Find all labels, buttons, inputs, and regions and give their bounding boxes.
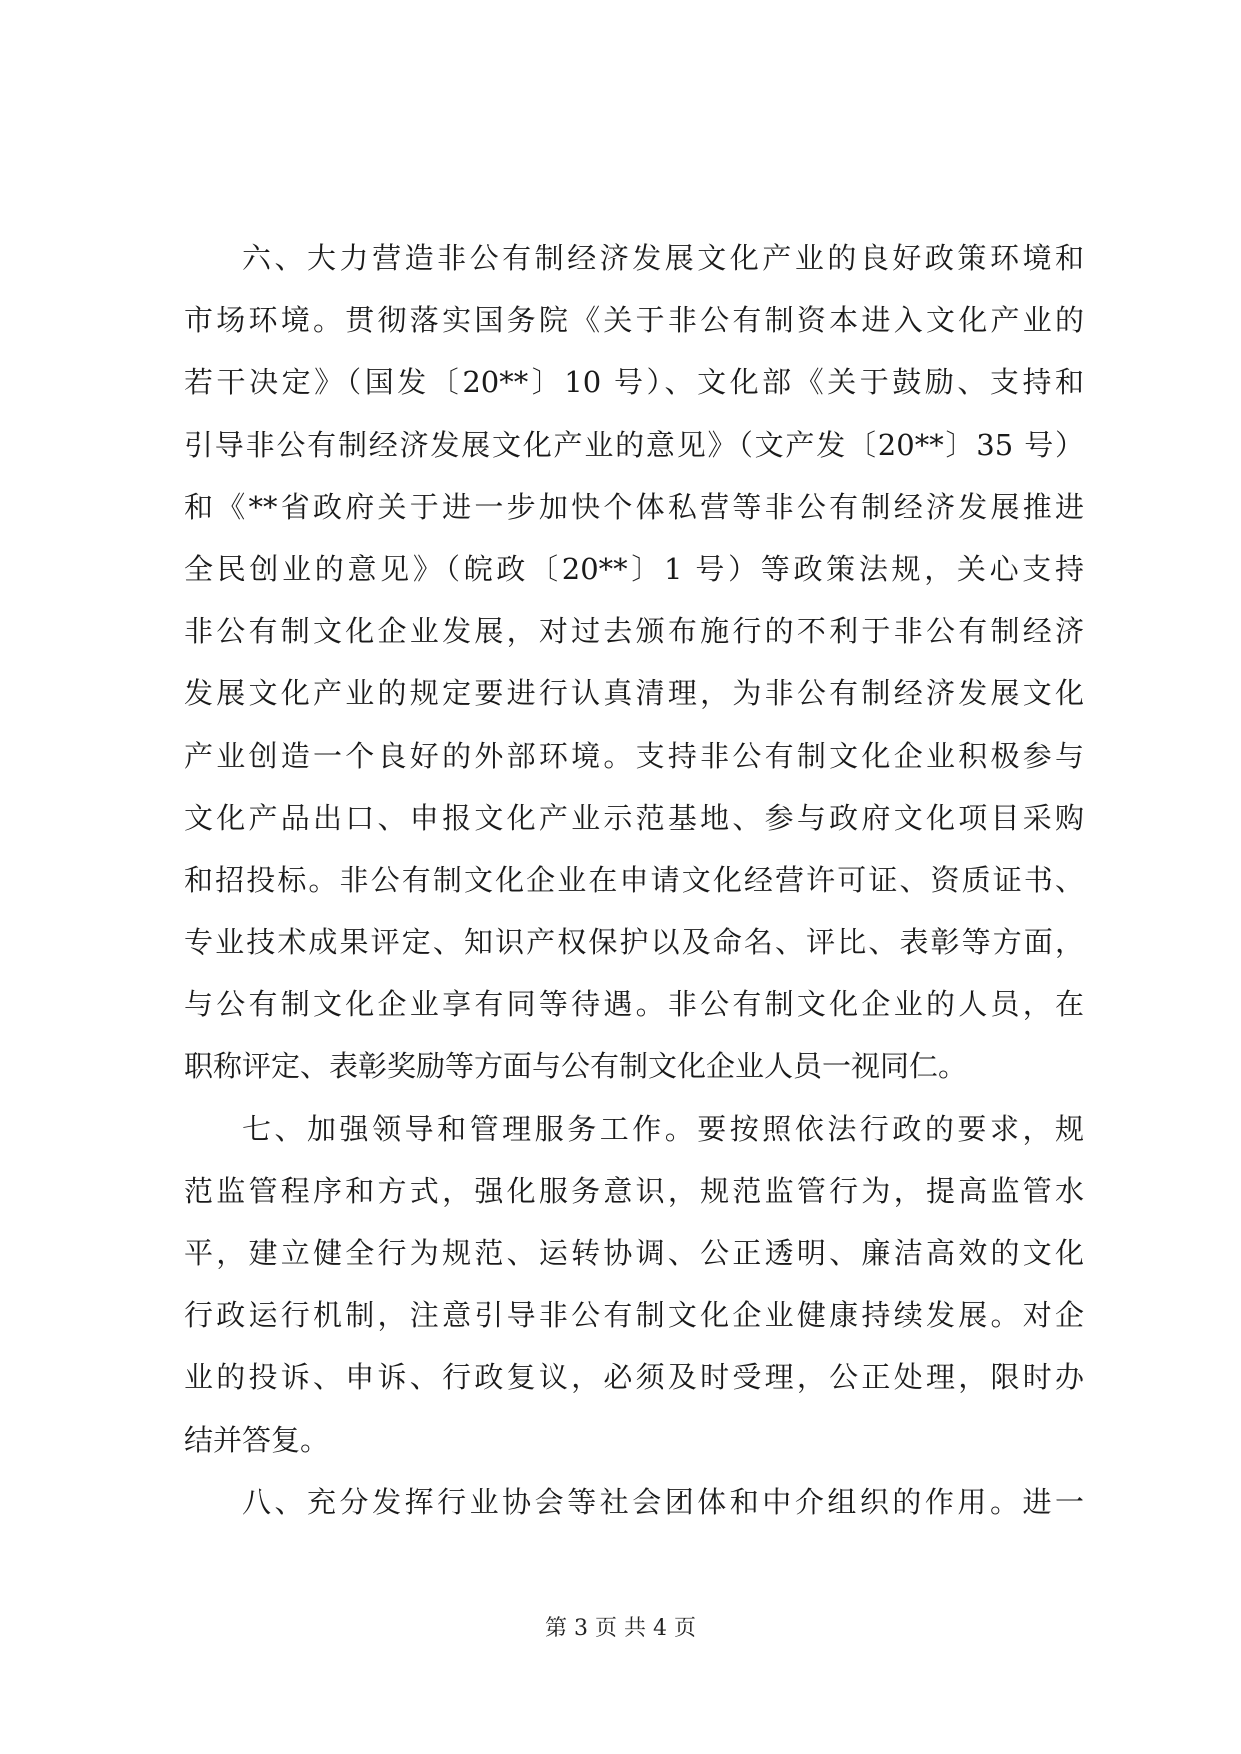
paragraph-6-line: 职称评定、表彰奖励等方面与公有制文化企业人员一视同仁。 <box>184 1049 968 1084</box>
paragraph-6-line: 六、大力营造非公有制经济发展文化产业的良好政策环境和 <box>242 241 1084 275</box>
paragraph-6-line: 文化产品出口、申报文化产业示范基地、参与政府文化项目采购 <box>184 800 1084 835</box>
paragraph-7-line: 七、加强领导和管理服务工作。要按照依法行政的要求，规 <box>242 1111 1084 1146</box>
paragraph-6-line: 和招投标。非公有制文化企业在申请文化经营许可证、资质证书、 <box>184 862 1084 897</box>
paragraph-8-line: 八、充分发挥行业协会等社会团体和中介组织的作用。进一 <box>242 1484 1084 1519</box>
paragraph-6-line: 专业技术成果评定、知识产权保护以及命名、评比、表彰等方面， <box>184 925 1084 960</box>
paragraph-7-line: 行政运行机制，注意引导非公有制文化企业健康持续发展。对企 <box>184 1298 1084 1333</box>
paragraph-6-line: 与公有制文化企业享有同等待遇。非公有制文化企业的人员，在 <box>184 987 1084 1022</box>
paragraph-6-line: 非公有制文化企业发展，对过去颁布施行的不利于非公有制经济 <box>184 614 1084 649</box>
paragraph-7-line: 业的投诉、申诉、行政复议，必须及时受理，公正处理，限时办 <box>184 1360 1084 1395</box>
paragraph-6-line: 发展文化产业的规定要进行认真清理，为非公有制经济发展文化 <box>184 676 1084 711</box>
paragraph-6-line: 若干决定》（国发〔20**〕10 号）、文化部《关于鼓励、支持和 <box>184 365 1084 400</box>
paragraph-6-line: 引导非公有制经济发展文化产业的意见》（文产发〔20**〕35 号） <box>184 427 1084 462</box>
paragraph-7-line: 范监管程序和方式，强化服务意识，规范监管行为，提高监管水 <box>184 1173 1084 1208</box>
body-text <box>184 227 1084 1533</box>
paragraph-6-line: 市场环境。贯彻落实国务院《关于非公有制资本进入文化产业的 <box>184 303 1084 338</box>
paragraph-7-line: 结并答复。 <box>184 1422 330 1457</box>
paragraph-7-line: 平，建立健全行为规范、运转协调、公正透明、廉洁高效的文化 <box>184 1236 1084 1270</box>
paragraph-6-line: 产业创造一个良好的外部环境。支持非公有制文化企业积极参与 <box>184 738 1084 773</box>
page-number-footer: 第 3 页 共 4 页 <box>545 1616 696 1641</box>
paragraph-6-line: 全民创业的意见》（皖政〔20**〕1 号）等政策法规，关心支持 <box>184 551 1084 586</box>
paragraph-6-line: 和《**省政府关于进一步加快个体私营等非公有制经济发展推进 <box>184 489 1084 524</box>
